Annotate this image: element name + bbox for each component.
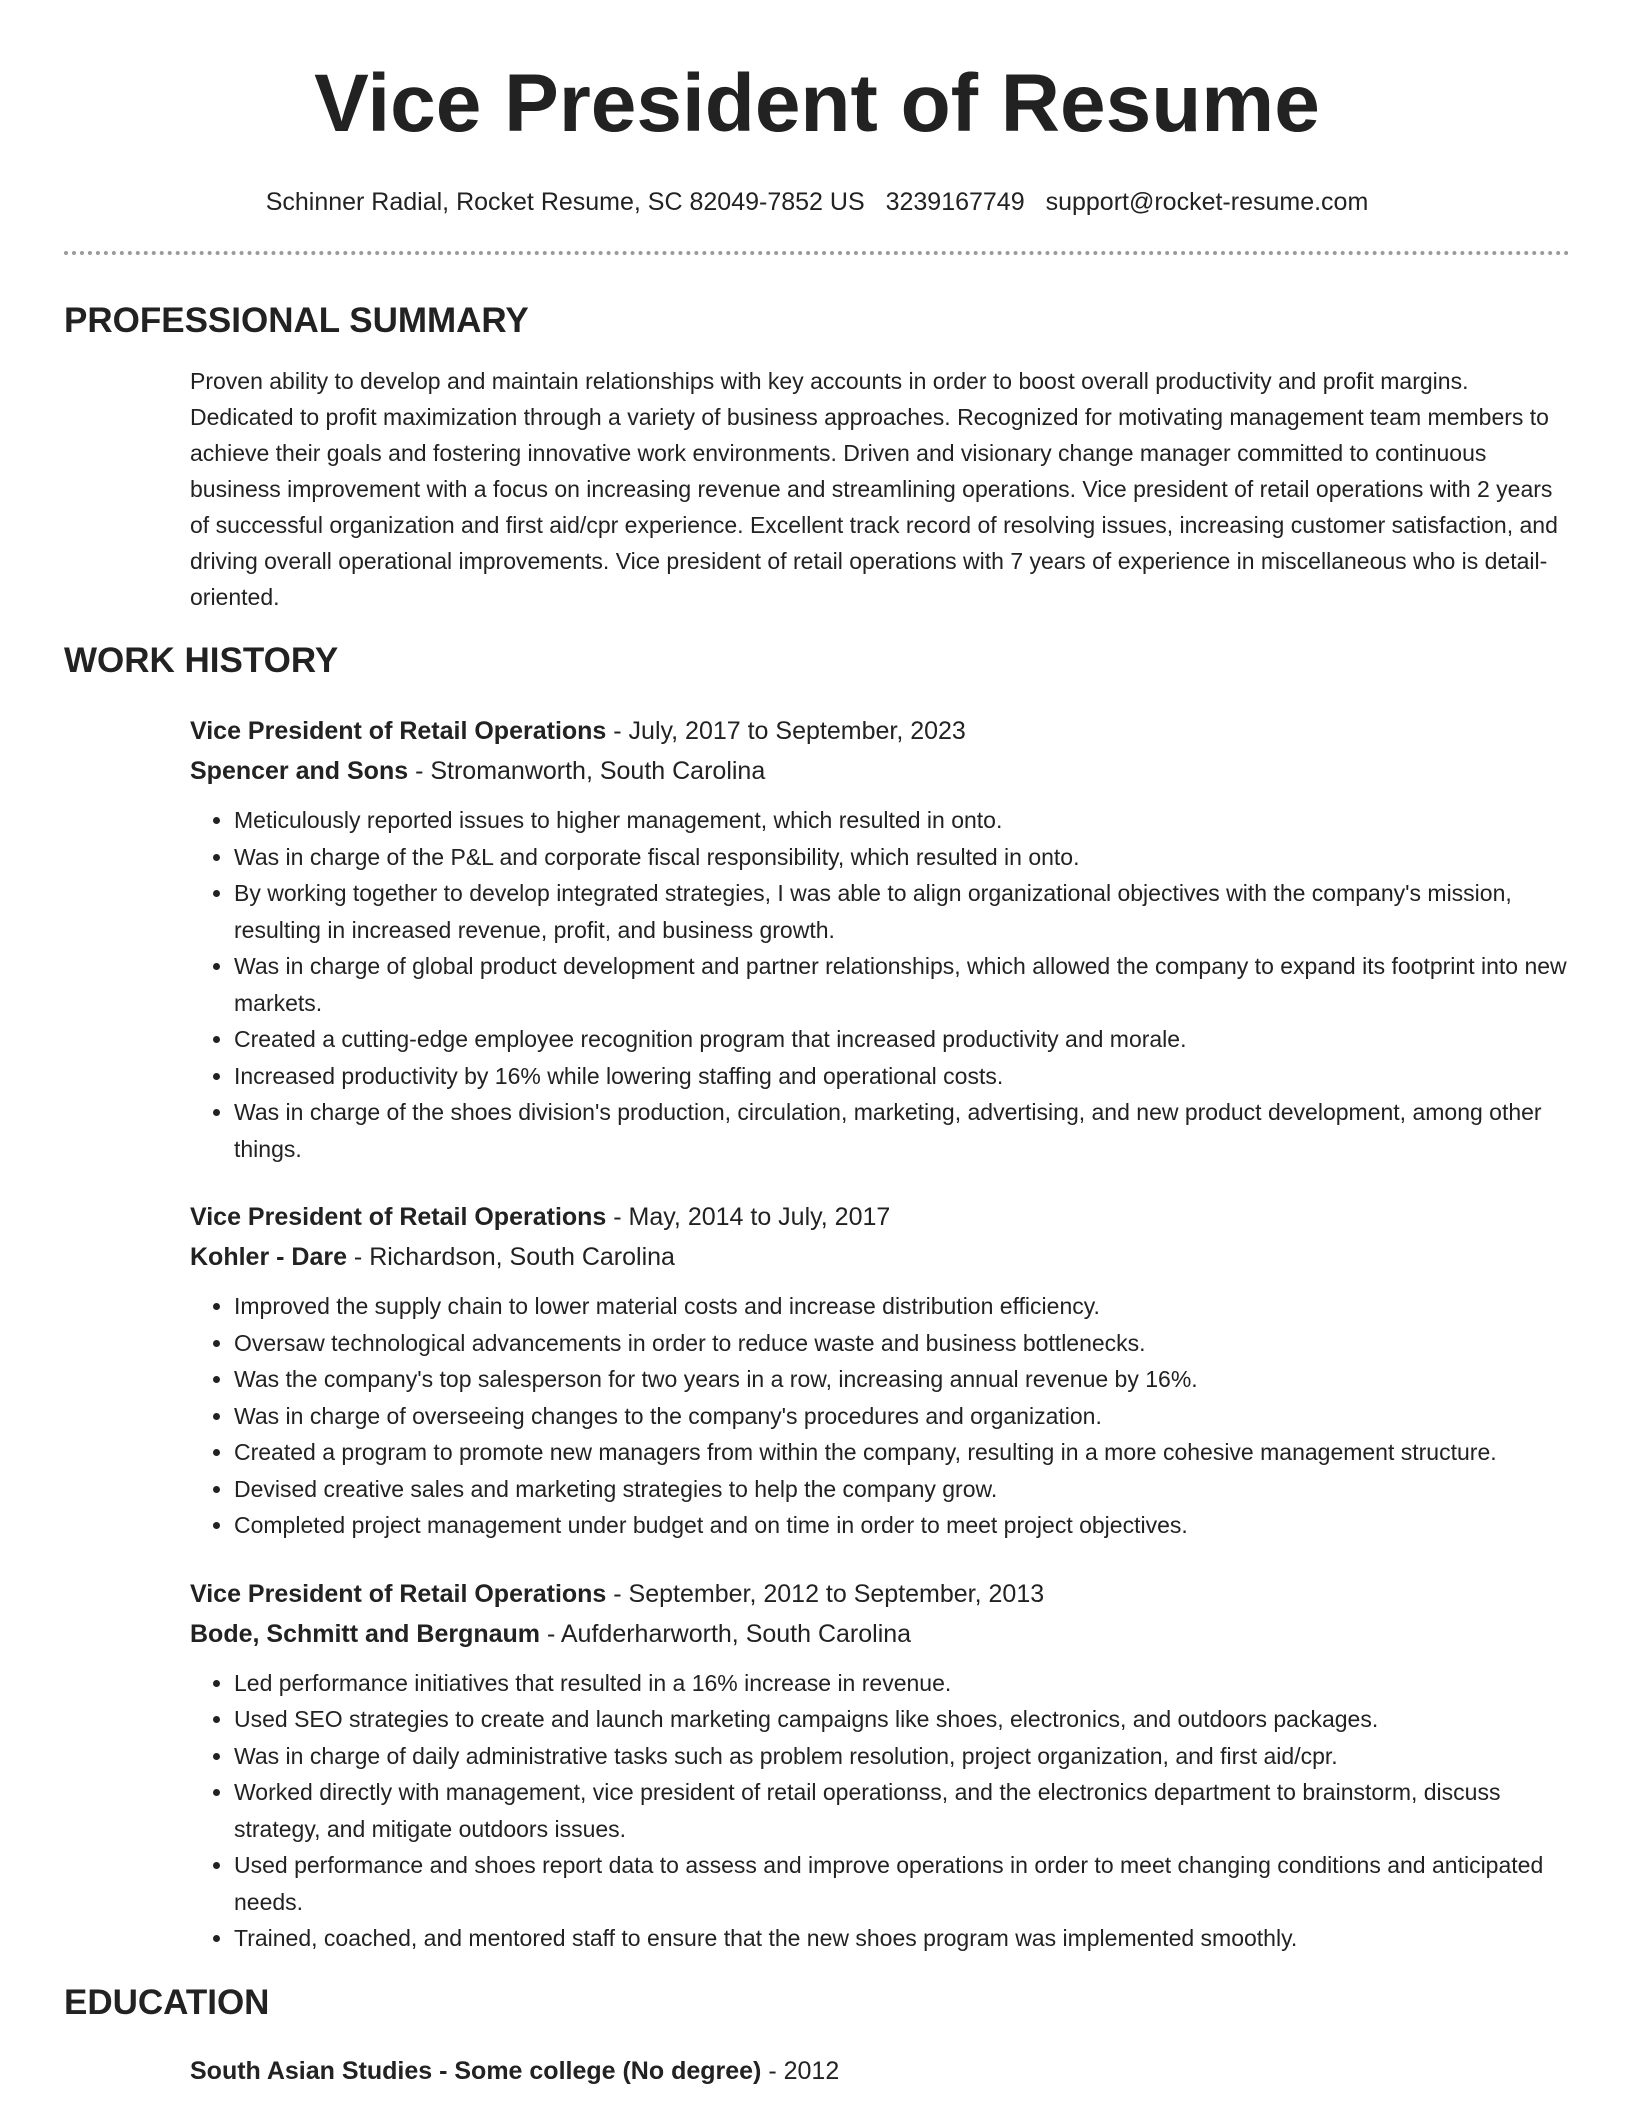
job-location: - Stromanworth, South Carolina xyxy=(408,757,766,785)
job-bullet: • Devised creative sales and marketing strategies to help the company grow. xyxy=(234,1471,1570,1508)
contact-email[interactable]: support@rocket-resume.com xyxy=(1045,188,1369,216)
resume-page xyxy=(64,0,1570,2091)
education-year: - 2012 xyxy=(761,2056,840,2085)
job-bullet: • Used performance and shoes report data to assess and improve operations in order to meet changing conditions and anticipated needs. xyxy=(234,1847,1570,1920)
job-dates: - July, 2017 to September, 2023 xyxy=(606,717,966,745)
job-role: Vice President of Retail Operations xyxy=(190,717,607,745)
job-role: Vice President of Retail Operations xyxy=(190,1203,607,1231)
resume-name: Vice President of Resume xyxy=(314,58,1320,149)
job-title-line xyxy=(190,1197,1570,1237)
job-bullet: • By working together to develop integrated strategies, I was able to align organizational objectives with the company's mission, resulting in increased revenue, profit, and business growth. xyxy=(234,875,1570,948)
job-bullet: • Used SEO strategies to create and launch marketing campaigns like shoes, electronics, and outdoors packages. xyxy=(234,1701,1570,1738)
header-divider xyxy=(64,251,1570,255)
contact-address: Schinner Radial, Rocket Resume, SC 82049-7852 US xyxy=(265,188,865,216)
job-bullet: • Was in charge of the P&L and corporate fiscal responsibility, which resulted in onto. xyxy=(234,839,1570,876)
job-bullet-list xyxy=(190,1288,1570,1544)
job-company-line xyxy=(190,1614,1570,1654)
summary-text: Proven ability to develop and maintain relationships with key accounts in order to boost overall productivity and profit margins. Dedicated to profit maximization through a variety of business approaches. Recognized for motivating management team members to achieve their goals and fostering innovative work environments. Driven and visionary change manager committed to continuous business improvement with a focus on increasing revenue and streamlining operations. Vice president of retail operations with 2 years of successful organization and first aid/cpr experience. Excellent track record of resolving issues, increasing customer satisfaction, and driving overall operational improvements. Vice president of retail operations with 7 years of experience in miscellaneous who is detail-oriented. xyxy=(190,368,1558,610)
education-section-title: EDUCATION xyxy=(64,1982,270,2022)
job-bullet: • Oversaw technological advancements in order to reduce waste and business bottlenecks. xyxy=(234,1325,1570,1362)
job-company: Kohler - Dare xyxy=(190,1243,347,1271)
contact-line xyxy=(64,186,1570,218)
job-bullet: • Led performance initiatives that resulted in a 16% increase in revenue. xyxy=(234,1665,1570,1702)
job-location: - Richardson, South Carolina xyxy=(346,1243,675,1271)
job-bullet: • Was in charge of the shoes division's production, circulation, marketing, advertising, and new product development, among other things. xyxy=(234,1094,1570,1167)
job-bullet: • Increased productivity by 16% while lowering staffing and operational costs. xyxy=(234,1058,1570,1095)
job-bullet: • Trained, coached, and mentored staff to ensure that the new shoes program was implemented smoothly. xyxy=(234,1920,1570,1957)
job-bullet-list xyxy=(190,1665,1570,1957)
job-bullet-list xyxy=(190,802,1570,1167)
job-bullet: • Was the company's top salesperson for two years in a row, increasing annual revenue by 16%. xyxy=(234,1361,1570,1398)
summary-section-title: PROFESSIONAL SUMMARY xyxy=(64,301,529,340)
work-history-section-title: WORK HISTORY xyxy=(64,641,339,680)
job-bullet: • Improved the supply chain to lower material costs and increase distribution efficiency. xyxy=(234,1288,1570,1325)
job-bullet: • Was in charge of daily administrative tasks such as problem resolution, project organization, and first aid/cpr. xyxy=(234,1738,1570,1775)
job-location: - Aufderharworth, South Carolina xyxy=(540,1619,912,1648)
job-bullet: • Completed project management under budget and on time in order to meet project objectives. xyxy=(234,1507,1570,1544)
job-role: Vice President of Retail Operations xyxy=(190,1579,607,1608)
job-company: Bode, Schmitt and Bergnaum xyxy=(190,1619,541,1648)
job-company-line xyxy=(190,751,1570,791)
job-entry xyxy=(190,1574,1570,1957)
job-bullet: • Meticulously reported issues to higher management, which resulted in onto. xyxy=(234,802,1570,839)
job-dates: - May, 2014 to July, 2017 xyxy=(606,1203,891,1231)
job-bullet: • Was in charge of global product development and partner relationships, which allowed the company to expand its footprint into new markets. xyxy=(234,948,1570,1021)
education-entry xyxy=(190,2051,1570,2091)
job-title-line xyxy=(190,711,1570,751)
job-bullet: • Worked directly with management, vice president of retail operationss, and the electronics department to brainstorm, discuss strategy, and mitigate outdoors issues. xyxy=(234,1774,1570,1847)
job-title-line xyxy=(190,1574,1570,1614)
education-field: South Asian Studies - Some college (No degree) xyxy=(190,2056,762,2085)
job-entry xyxy=(190,1197,1570,1544)
job-bullet: • Created a cutting-edge employee recognition program that increased productivity and morale. xyxy=(234,1021,1570,1058)
job-company: Spencer and Sons xyxy=(190,757,409,785)
job-bullet: • Created a program to promote new managers from within the company, resulting in a more cohesive management structure. xyxy=(234,1434,1570,1471)
contact-phone: 3239167749 xyxy=(885,188,1025,216)
job-entry xyxy=(190,711,1570,1167)
job-dates: - September, 2012 to September, 2013 xyxy=(606,1579,1045,1608)
job-bullet: • Was in charge of overseeing changes to the company's procedures and organization. xyxy=(234,1398,1570,1435)
job-company-line xyxy=(190,1237,1570,1277)
